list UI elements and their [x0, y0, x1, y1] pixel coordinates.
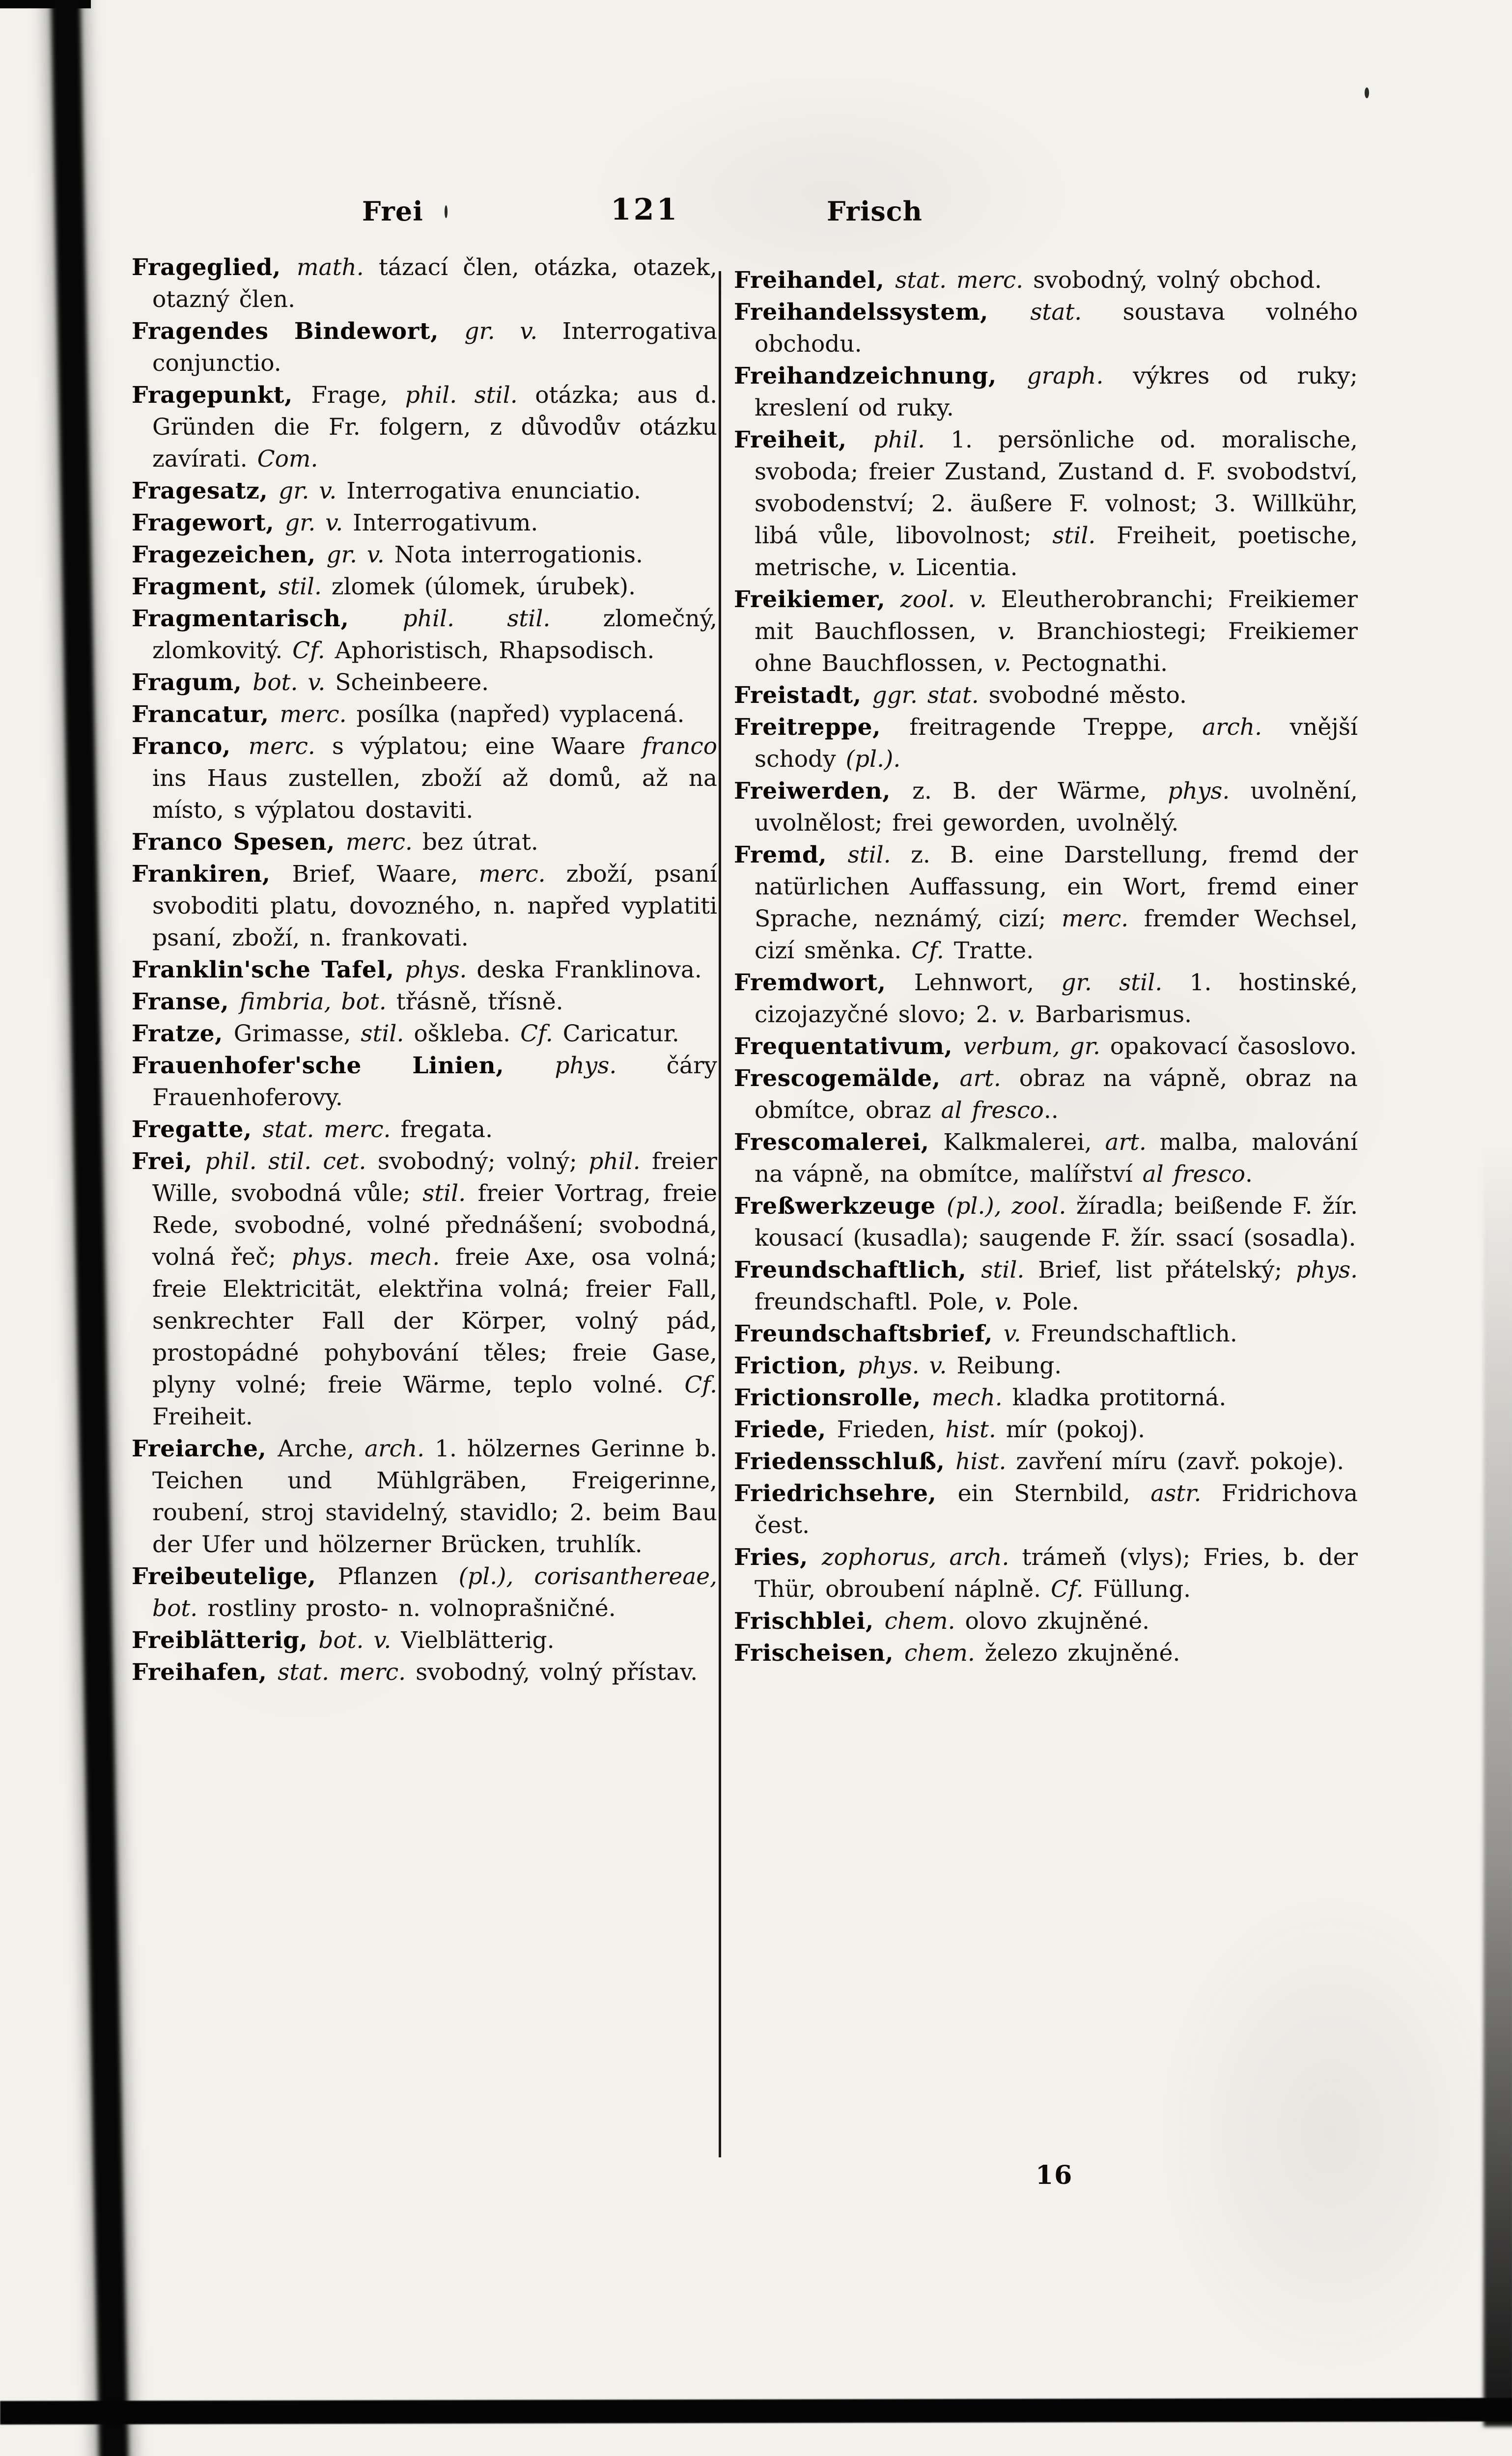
entry-text: otázka; aus d. Gründen die Fr. folgern, z důvodův otázku zavírati.: [152, 382, 718, 473]
entry-text: železo zkujněné.: [984, 1640, 1180, 1667]
entry-label: gr. v.: [326, 541, 394, 568]
entry-label: v.: [993, 650, 1021, 677]
dictionary-entry: [132, 603, 717, 667]
entry-label: phys.: [555, 1052, 667, 1079]
entry-headword: Fratze,: [132, 1020, 234, 1047]
entry-text: Fridrichova čest.: [755, 1480, 1358, 1539]
entry-text: kladka protitorná.: [1012, 1384, 1227, 1411]
entry-headword: Freikiemer,: [734, 586, 900, 613]
dictionary-entry: [734, 711, 1358, 775]
entry-headword: Freiblätterig,: [132, 1627, 319, 1654]
entry-text: Pole.: [1022, 1288, 1079, 1315]
entry-headword: Freistadt,: [734, 682, 872, 709]
entry-label: merc.: [280, 701, 357, 728]
entry-label: phys.: [1296, 1256, 1358, 1284]
entry-text: Reibung.: [956, 1352, 1062, 1379]
entry-text: Licentia.: [916, 554, 1018, 581]
entry-headword: Frei,: [132, 1148, 205, 1175]
entry-text: mír (pokoj).: [1006, 1416, 1146, 1443]
entry-headword: Fragezeichen,: [132, 541, 327, 568]
entry-label: gr. v.: [285, 509, 353, 536]
entry-text: Caricatur.: [562, 1020, 679, 1047]
entry-text: Eleutherobranchi; Freikiemer mit Bauchflossen,: [755, 586, 1358, 645]
entry-text: oškleba.: [414, 1020, 521, 1047]
dictionary-entry: [132, 826, 717, 858]
dictionary-entry: [734, 1318, 1358, 1350]
entry-label: chem.: [904, 1640, 985, 1667]
dictionary-entry: [734, 839, 1358, 967]
entry-text: svobodný, volný obchod.: [1033, 267, 1322, 294]
dictionary-entry: [734, 1637, 1358, 1669]
entry-headword: Fragment,: [132, 573, 279, 600]
entry-label: arch.: [364, 1435, 435, 1462]
entry-headword: Fragewort,: [132, 509, 285, 536]
scan-edge-shadow-right: [1484, 1144, 1512, 2427]
entry-headword: Fregatte,: [132, 1116, 263, 1143]
entry-text: vnější schody: [755, 714, 1358, 773]
entry-label: (pl.).: [845, 746, 901, 773]
header-catchword-left: Frei: [362, 195, 423, 227]
entry-headword: Fragendes Bindewort,: [132, 318, 465, 345]
entry-text: Arche,: [278, 1435, 365, 1462]
entry-label: stat. merc.: [262, 1116, 401, 1143]
entry-headword: Frequentativum,: [734, 1033, 963, 1060]
entry-headword: Friede,: [734, 1416, 837, 1443]
dictionary-entry: [132, 475, 717, 507]
dictionary-entry: [132, 1624, 717, 1656]
entry-text: ins Haus zustellen, zboží až domů, až na místo, s výplatou dostaviti.: [152, 765, 717, 824]
dictionary-entry: [132, 730, 717, 826]
entry-text: čáry Frauenhoferovy.: [152, 1052, 717, 1111]
entry-label: stil.: [1052, 522, 1117, 549]
entry-text: svobodný, volný přístav.: [416, 1659, 698, 1686]
entry-label: Cf.: [911, 937, 954, 964]
entry-label: Cf.: [520, 1020, 563, 1047]
dictionary-entry: [132, 1656, 717, 1688]
dictionary-entry: [734, 264, 1358, 296]
entry-text: ..: [1043, 1097, 1059, 1124]
entry-headword: Friction,: [734, 1352, 858, 1379]
dictionary-entry: [132, 954, 717, 986]
entry-text: Frieden,: [837, 1416, 946, 1443]
dictionary-entry: [132, 1018, 717, 1050]
entry-text: freitragende Treppe,: [909, 714, 1203, 741]
entry-label: stat. merc.: [895, 267, 1034, 294]
entry-headword: Fragum,: [132, 669, 253, 696]
entry-text: Brief, Waare,: [292, 861, 479, 888]
entry-text: trámeň (vlys); Fries, b. der Thür, obroubení náplně.: [755, 1544, 1358, 1603]
dictionary-entry: [734, 1190, 1358, 1254]
entry-label: merc.: [345, 829, 422, 856]
entry-text: Aphoristisch, Rhapsodisch.: [335, 637, 655, 664]
page-header: [0, 193, 1512, 232]
entry-label: stil.: [847, 841, 911, 868]
entry-headword: Frankiren,: [132, 861, 292, 888]
entry-label: Cf.: [292, 637, 335, 664]
entry-headword: Franse,: [132, 988, 240, 1015]
entry-headword: Freihandel,: [734, 267, 896, 294]
entry-label: v.: [1003, 1320, 1031, 1347]
dictionary-entry: [132, 1561, 717, 1624]
dictionary-entry: [734, 424, 1358, 584]
entry-text: Barbarismus.: [1035, 1001, 1192, 1028]
entry-text: Vielblätterig.: [401, 1627, 555, 1654]
dictionary-entry: [734, 1478, 1358, 1541]
dictionary-entry: [734, 296, 1358, 360]
entry-label: merc.: [478, 861, 566, 888]
entry-headword: Frageglied,: [132, 254, 297, 281]
entry-headword: Frischblei,: [734, 1608, 885, 1635]
dictionary-entry: [734, 1254, 1358, 1318]
entry-label: (pl.), zool.: [947, 1193, 1076, 1220]
entry-text: zlomek (úlomek, úrubek).: [331, 573, 636, 600]
dictionary-entry: [132, 986, 717, 1018]
entry-label: zophorus, arch.: [821, 1544, 1022, 1571]
entry-label: gr. v.: [464, 318, 562, 345]
book-gutter-shadow: [51, 0, 129, 2456]
entry-text: z. B. eine Darstellung, fremd der natürlichen Auffassung, ein Wort, fremd einer Sprache, neznámý, cizí;: [755, 841, 1358, 932]
entry-text: výkres od ruky; kreslení od ruky.: [755, 363, 1358, 421]
entry-headword: Franklin'sche Tafel,: [132, 956, 405, 983]
dictionary-entry: [734, 1031, 1358, 1062]
entry-label: art.: [959, 1065, 1019, 1092]
scan-edge-bar-bottom: [0, 2398, 1512, 2425]
entry-text: svobodný; volný;: [377, 1148, 589, 1175]
entry-text: zboží, psaní svoboditi platu, dovozného, n. napřed vyplatiti psaní, zboží, n. frankovati.: [152, 861, 717, 951]
entry-label: chem.: [884, 1608, 965, 1635]
entry-label: ggr. stat.: [872, 682, 989, 709]
entry-headword: Freiarche,: [132, 1435, 278, 1462]
signature-mark: 16: [1036, 2160, 1073, 2190]
entry-label: bot. v.: [318, 1627, 401, 1654]
entry-label: Cf.: [684, 1371, 717, 1398]
entry-label: hist.: [945, 1416, 1006, 1443]
entry-text: zavření míru (zavř. pokoje).: [1016, 1448, 1344, 1475]
entry-text: Freiheit, poetische, metrische,: [755, 522, 1358, 581]
dictionary-entry: [734, 1414, 1358, 1446]
entry-text: Pectognathi.: [1021, 650, 1168, 677]
entry-label: phil.: [873, 426, 951, 453]
entry-text: Pflanzen: [337, 1563, 459, 1590]
entry-headword: Freihafen,: [132, 1659, 278, 1686]
entry-label: al fresco: [1142, 1161, 1246, 1188]
entry-label: franco: [642, 733, 718, 760]
dictionary-entry: [132, 1050, 717, 1114]
entry-text: Scheinbeere.: [335, 669, 489, 696]
entry-headword: Friedrichsehre,: [734, 1480, 958, 1507]
entry-text: .: [1245, 1161, 1253, 1188]
entry-label: v.: [888, 554, 916, 581]
entry-headword: Frictionsrolle,: [734, 1384, 932, 1411]
entry-text: Freundschaftlich.: [1031, 1320, 1237, 1347]
entry-text: žíradla; beißende F. žír. kousací (kusadla); saugende F. žír. ssací (sosadla).: [755, 1193, 1358, 1252]
entry-text: freier Wille, svobodná vůle;: [152, 1148, 717, 1207]
entry-label: phys. v.: [857, 1352, 957, 1379]
entry-headword: Frescomalerei,: [734, 1129, 944, 1156]
entry-label: verbum, gr.: [963, 1033, 1110, 1060]
entry-label: Com.: [257, 446, 318, 473]
dictionary-entry: [734, 1605, 1358, 1637]
entry-label: bot. v.: [252, 669, 336, 696]
entry-text: freundschaftl. Pole,: [755, 1288, 995, 1315]
entry-headword: Freiwerden,: [734, 778, 913, 805]
entry-text: rostliny prosto- n. volnoprašničné.: [207, 1595, 616, 1622]
entry-label: merc.: [248, 733, 332, 760]
entry-label: arch.: [1202, 714, 1290, 741]
entry-headword: Frischeisen,: [734, 1640, 904, 1667]
entry-label: v.: [1008, 1001, 1036, 1028]
dictionary-entry: [734, 679, 1358, 711]
entry-headword: Frauenhofer'sche Linien,: [132, 1052, 555, 1079]
entry-text: Kalkmalerei,: [943, 1129, 1105, 1156]
dictionary-entry: [734, 775, 1358, 839]
dictionary-entry: [734, 1446, 1358, 1478]
column-right: [734, 264, 1358, 1669]
entry-headword: Fremdwort,: [734, 969, 914, 996]
entry-text: soustava volného obchodu.: [755, 299, 1358, 358]
entry-headword: Franco,: [132, 733, 249, 760]
dictionary-entry: [132, 667, 717, 698]
entry-label: math.: [296, 254, 379, 281]
header-catchword-right: Frisch: [827, 195, 923, 227]
entry-label: v.: [994, 1288, 1022, 1315]
page-number: 121: [611, 193, 680, 227]
entry-text: Branchiostegi; Freikiemer ohne Bauchflossen,: [755, 618, 1358, 677]
entry-text: uvolnění, uvolnělost; frei geworden, uvolnělý.: [755, 778, 1358, 837]
entry-label: stil.: [278, 573, 332, 600]
entry-headword: Freihandzeichnung,: [734, 363, 1027, 390]
dictionary-entry: [734, 1541, 1358, 1605]
entry-text: Nota interrogationis.: [394, 541, 643, 568]
entry-headword: Frescogemälde,: [734, 1065, 960, 1092]
dictionary-entry: [734, 360, 1358, 424]
dictionary-entry: [132, 379, 717, 475]
entry-label: stil.: [981, 1256, 1038, 1284]
entry-text: Interrogativa enunciatio.: [346, 477, 641, 504]
entry-label: graph.: [1027, 363, 1133, 390]
entry-headword: Freitreppe,: [734, 714, 910, 741]
entry-label: (pl.), corisanthereae, bot.: [152, 1563, 717, 1622]
entry-label: gr. stil.: [1061, 969, 1190, 996]
entry-label: stat. merc.: [278, 1659, 416, 1686]
entry-label: phys.: [1168, 778, 1251, 805]
entry-headword: Francatur,: [132, 701, 280, 728]
entry-text: opakovací časoslovo.: [1110, 1033, 1357, 1060]
entry-label: phil. stil.: [405, 382, 535, 409]
entry-headword: Fries,: [734, 1544, 822, 1571]
entry-text: fregata.: [400, 1116, 493, 1143]
entry-label: stat.: [1030, 299, 1123, 326]
dictionary-entry: [132, 1114, 717, 1145]
entry-text: olovo zkujněné.: [965, 1608, 1150, 1635]
entry-headword: Fragepunkt,: [132, 382, 311, 409]
dictionary-entry: [132, 507, 717, 539]
entry-text: s výplatou; eine Waare: [332, 733, 643, 760]
entry-text: zlomečný, zlomkovitý.: [152, 605, 717, 664]
entry-text: Füllung.: [1093, 1576, 1191, 1603]
entry-label: phil. stil.: [402, 605, 603, 632]
column-divider-rule: [719, 271, 721, 2157]
entry-headword: Freundschaftlich,: [734, 1256, 981, 1284]
entry-headword: Freßwerkzeuge: [734, 1193, 947, 1220]
entry-label: Cf.: [1051, 1576, 1093, 1603]
entry-label: gr. v.: [279, 477, 347, 504]
entry-headword: Friedensschluß,: [734, 1448, 956, 1475]
entry-label: v.: [997, 618, 1036, 645]
entry-text: 1. hostinské, cizojazyčné slovo; 2.: [755, 969, 1358, 1028]
entry-text: tázací člen, otázka, otazek, otazný člen.: [152, 254, 717, 313]
entry-label: zool. v.: [900, 586, 1001, 613]
entry-label: fimbria, bot.: [240, 988, 396, 1015]
entry-text: svobodné město.: [988, 682, 1187, 709]
entry-headword: Freihandelssystem,: [734, 299, 1031, 326]
entry-headword: Freiheit,: [734, 426, 873, 453]
column-left: [132, 251, 717, 1688]
dictionary-entry: [734, 1062, 1358, 1126]
entry-text: freie Axe, osa volná; freie Elektricität, elektřina volná; freier Fall, senkrechter Fall der Körper, volný pád, prostopádné pohybování těles; freie Gase, plyny volné; freie Wärme, teplo volné.: [152, 1244, 717, 1398]
entry-label: phys.: [405, 956, 477, 983]
entry-text: obraz na vápně, obraz na obmítce, obraz: [755, 1065, 1358, 1124]
entry-text: Grimasse,: [233, 1020, 361, 1047]
dictionary-entry: [132, 539, 717, 571]
entry-label: merc.: [1062, 905, 1144, 932]
entry-text: fremder Wechsel, cizí směnka.: [755, 905, 1358, 964]
dictionary-entry: [132, 698, 717, 730]
entry-headword: Franco Spesen,: [132, 829, 346, 856]
entry-text: z. B. der Wärme,: [912, 778, 1168, 805]
dictionary-entry: [734, 967, 1358, 1031]
entry-text: Brief, list přátelský;: [1038, 1256, 1296, 1284]
dust-speck: [1365, 87, 1369, 98]
entry-text: deska Franklinova.: [476, 956, 702, 983]
entry-label: al fresco: [941, 1097, 1044, 1124]
dictionary-entry: [132, 315, 717, 379]
dictionary-entry: [734, 584, 1358, 679]
dictionary-entry: [132, 251, 717, 315]
dictionary-entry: [132, 858, 717, 954]
dictionary-entry: [734, 1350, 1358, 1382]
entry-text: 1. hölzernes Gerinne b. Teichen und Mühlgräben, Freigerinne, roubení, stroj stavidelný, stavidlo; 2. beim Bau der Ufer und hölzerner Brücken, truhlík.: [152, 1435, 717, 1558]
entry-text: posílka (napřed) vyplacená.: [356, 701, 685, 728]
entry-text: ein Sternbild,: [957, 1480, 1151, 1507]
entry-text: Interrogativum.: [353, 509, 538, 536]
entry-text: Freiheit.: [152, 1403, 253, 1430]
entry-text: třásně, třísně.: [396, 988, 563, 1015]
entry-text: Interrogativa conjunctio.: [152, 318, 717, 377]
entry-label: stil.: [361, 1020, 414, 1047]
entry-label: phys. mech.: [291, 1244, 455, 1271]
entry-label: art.: [1105, 1129, 1160, 1156]
entry-label: hist.: [955, 1448, 1016, 1475]
entry-label: stil.: [422, 1180, 478, 1207]
entry-headword: Fragesatz,: [132, 477, 279, 504]
entry-headword: Fragmentarisch,: [132, 605, 403, 632]
entry-text: freier Vortrag, freie Rede, svobodné, volné přednášení; svobodná, volná řeč;: [152, 1180, 717, 1271]
entry-text: malba, malování na vápně, na obmítce, malířství: [755, 1129, 1358, 1188]
entry-label: mech.: [931, 1384, 1012, 1411]
dictionary-entry: [132, 571, 717, 603]
entry-headword: Fremd,: [734, 841, 848, 868]
dictionary-entry: [132, 1433, 717, 1561]
dictionary-entry: [132, 1145, 717, 1433]
entry-headword: Freundschaftsbrief,: [734, 1320, 1004, 1347]
entry-label: phil.: [588, 1148, 652, 1175]
entry-label: phil. stil. cet.: [205, 1148, 378, 1175]
entry-text: Lehnwort,: [914, 969, 1062, 996]
entry-text: bez útrat.: [422, 829, 538, 856]
entry-text: Tratte.: [953, 937, 1034, 964]
entry-label: astr.: [1150, 1480, 1222, 1507]
entry-text: 1. persönliche od. moralische, svoboda; freier Zustand, Zustand d. F. svobodství, svobodenství; 2. äußere F. volnost; 3. Willkühr, libá vůle, libovolnost;: [755, 426, 1358, 549]
entry-headword: Freibeutelige,: [132, 1563, 338, 1590]
dictionary-entry: [734, 1126, 1358, 1190]
dictionary-entry: [734, 1382, 1358, 1414]
entry-text: Frage,: [311, 382, 405, 409]
